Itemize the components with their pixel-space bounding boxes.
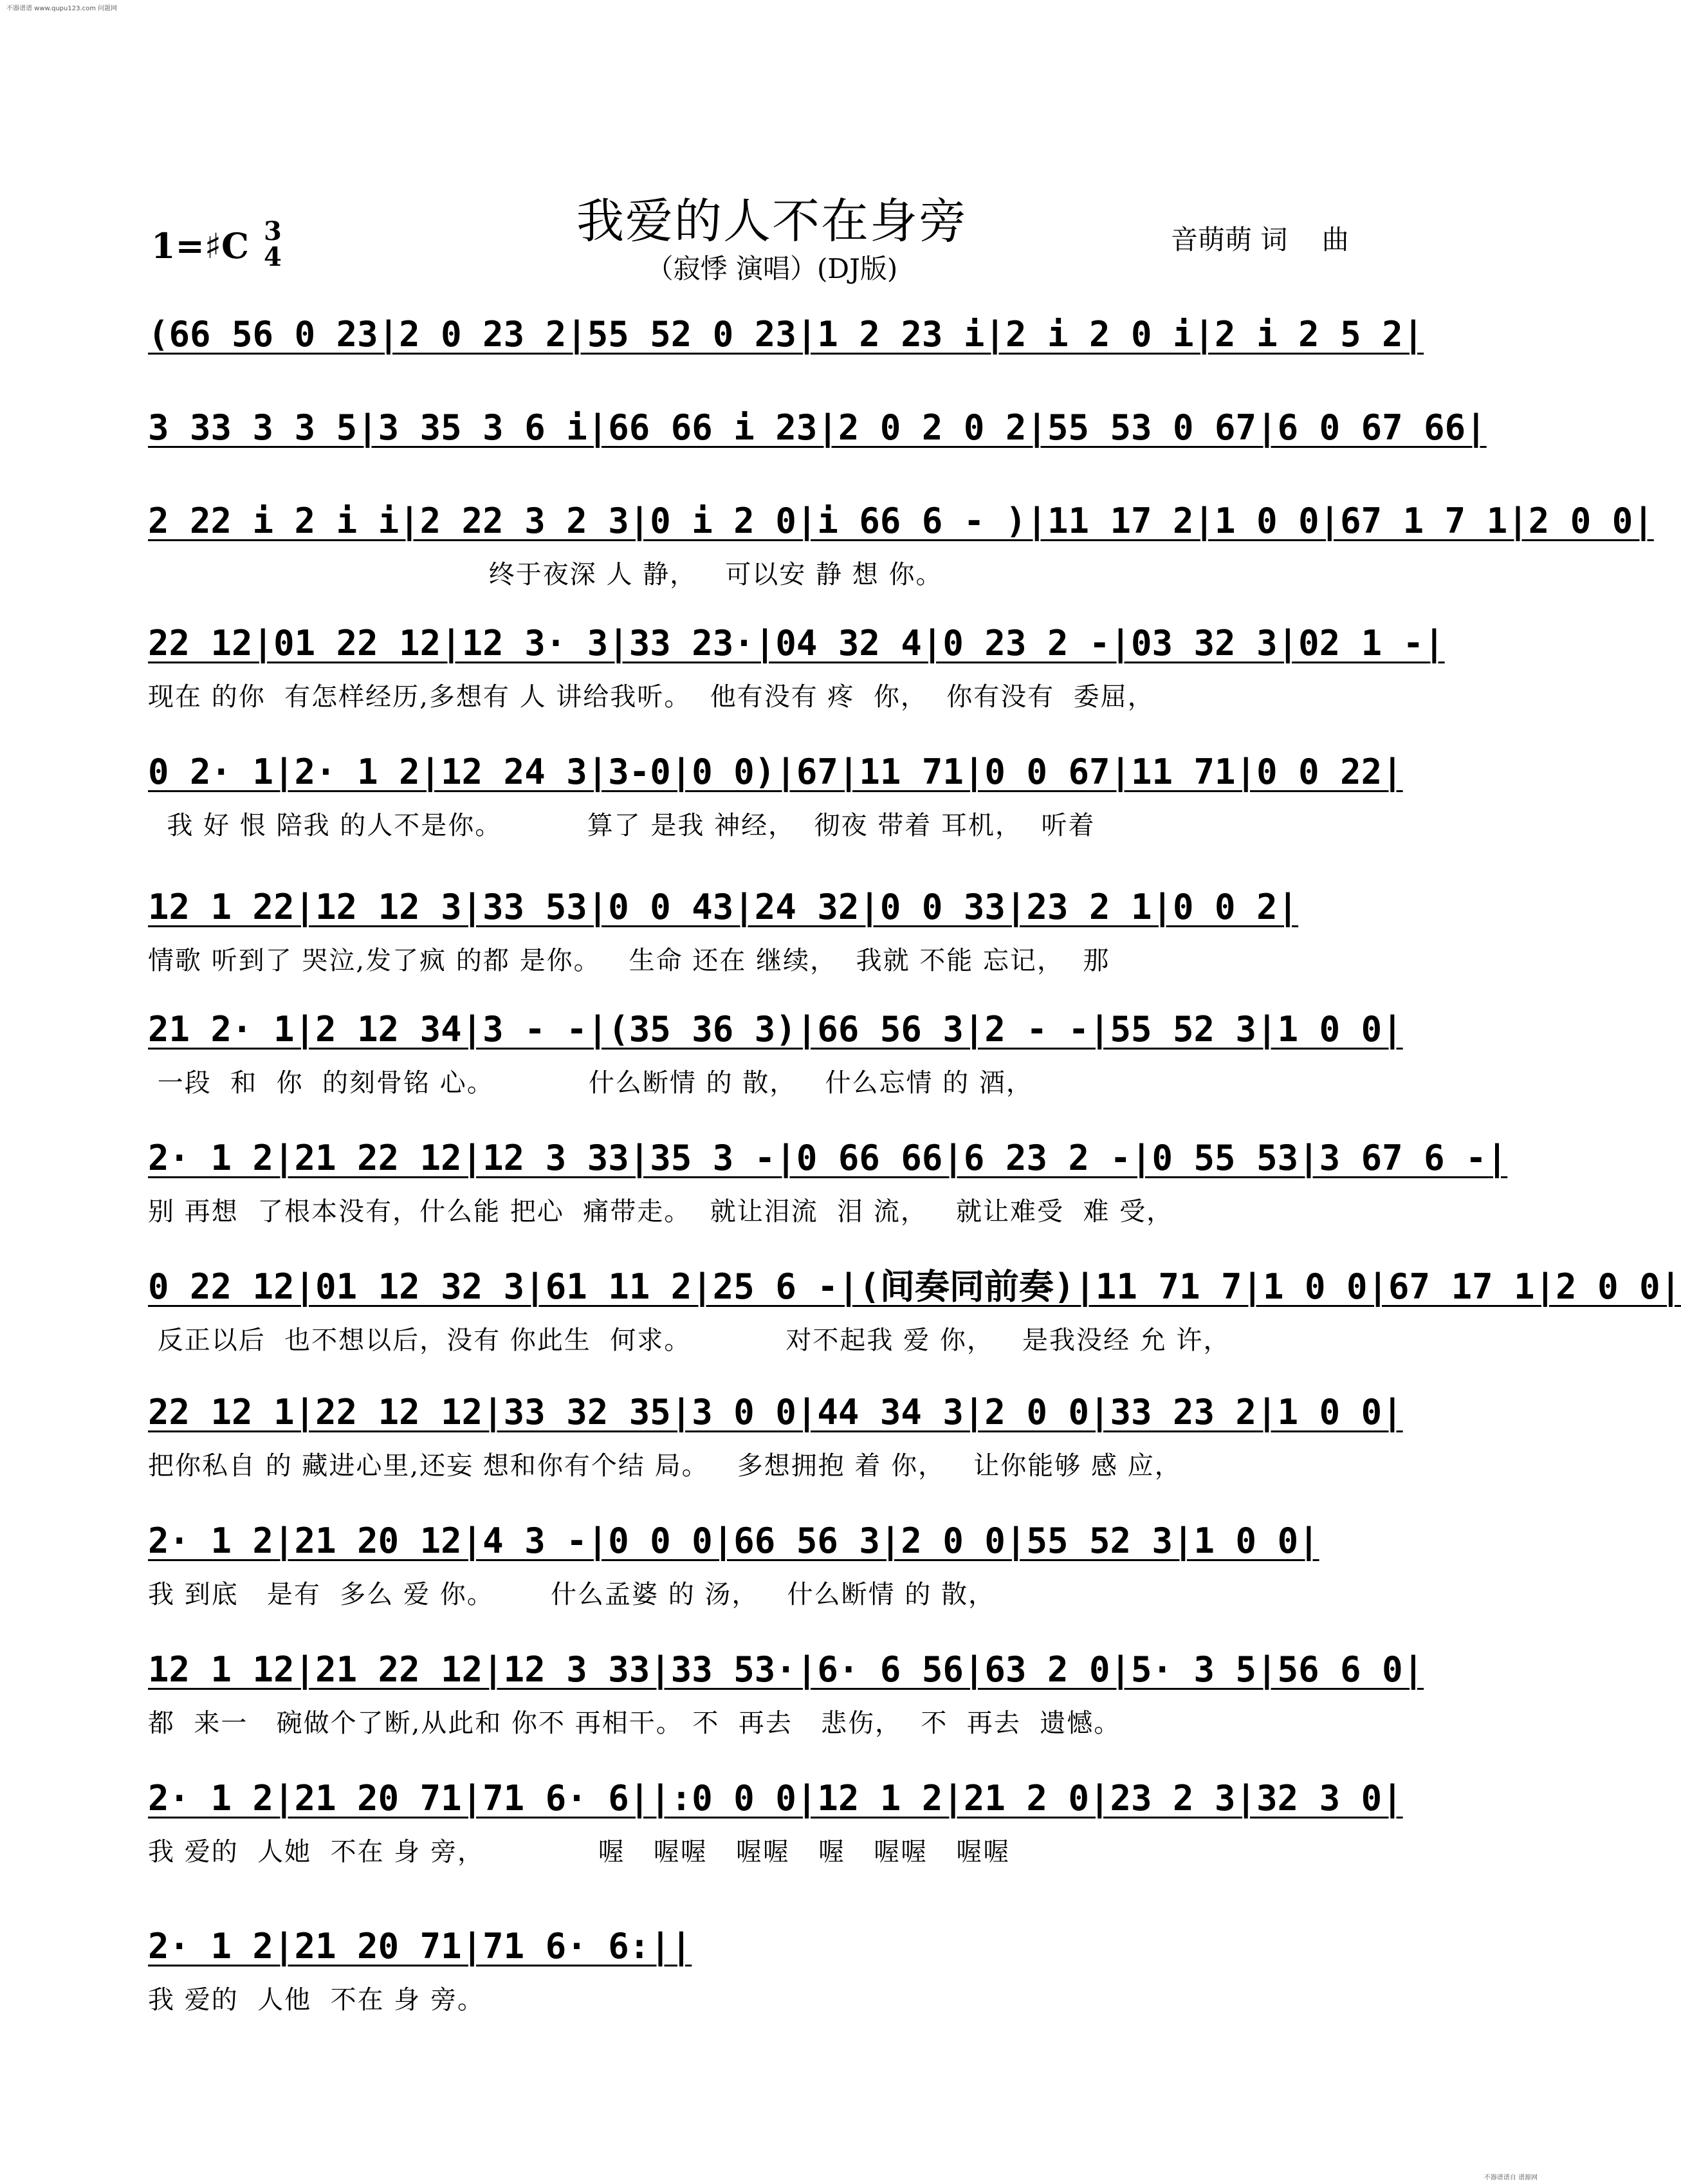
lyrics-line: 把你私自 的 藏进心里,还妄 想和你有个结 局。 多想拥抱 着 你， 让你能够 感 应，: [148, 1451, 1182, 1481]
lyrics-line: 都 来一 碗做个了断,从此和 你不 再相干。 不 再去 悲伤， 不 再去 遗憾。: [148, 1708, 1121, 1738]
score-system-9: [148, 1261, 1681, 1358]
lyrics-line: 一段 和 你 的刻骨铭 心。 什么断情 的 散， 什么忘情 的 酒，: [148, 1068, 1033, 1098]
lyrics-line: 我 爱的 人他 不在 身 旁。: [148, 1985, 485, 2015]
time-signature: [264, 216, 282, 272]
lyrics-line: 我 到底 是有 多么 爱 你。 什么孟婆 的 汤， 什么断情 的 散，: [148, 1580, 996, 1609]
score-system-14: [148, 1921, 1402, 2017]
notation-line: 22 12 1|22 12 12|33 32 35|3 0 0|44 34 3|2 0 0|33 23 2|1 0 0|: [148, 1392, 1403, 1432]
lyrics-line: 终于夜深 人 静， 可以安 静 想 你。: [148, 560, 943, 589]
score-system-13: [148, 1773, 1402, 1869]
score-system-10: [148, 1387, 1402, 1483]
score-system-6: [148, 882, 1402, 978]
notation-line: 2· 1 2|21 20 71|71 6· 6:||: [148, 1926, 692, 1967]
notation-line: 0 2· 1|2· 1 2|12 24 3|3-0|0 0)|67|11 71|0 0 67|11 71|0 0 22|: [148, 752, 1403, 792]
notation-line: 2 22 i 2 i i|2 22 3 2 3|0 i 2 0|i 66 6 - )|11 17 2|1 0 0|67 1 7 1|2 0 0|: [148, 501, 1654, 541]
notation-line: 2· 1 2|21 20 71|71 6· 6||:0 0 0|12 1 2|21 2 0|23 2 3|32 3 0|: [148, 1778, 1403, 1818]
site-watermark-bottom: 不器谱谱自 谱源网: [1484, 2174, 1538, 2181]
time-signature-bottom: 4: [264, 242, 282, 272]
lyrics-line: 反正以后 也不想以后，没有 你此生 何求。 对不起我 爱 你， 是我没经 允 许，: [148, 1326, 1231, 1355]
score-system-2: [148, 402, 1487, 499]
notation-line: 21 2· 1|2 12 34|3 - -|(35 36 3)|66 56 3|2 - -|55 52 3|1 0 0|: [148, 1009, 1403, 1050]
lyrics-line: 我 好 恨 陪我 的人不是你。 算了 是我 神经， 彻夜 带着 耳机， 听着: [148, 811, 1096, 840]
notation-line: 3 33 3 3 5|3 35 3 6 i|66 66 i 23|2 0 2 0 2|55 53 0 67|6 0 67 66|: [148, 407, 1487, 448]
notation-line: 0 22 12|01 12 32 3|61 11 2|25 6 -|(间奏同前奏)|11 71 7|1 0 0|67 17 1|2 0 0|: [148, 1266, 1681, 1307]
score-system-5: [148, 746, 1402, 843]
site-watermark-top: 不器谱谱 www.qupu123.com 问题网: [6, 5, 118, 12]
score-system-3: [148, 495, 1654, 592]
song-subtitle: （寂悸 演唱）(DJ版): [646, 253, 898, 284]
notation-line: 12 1 12|21 22 12|12 3 33|33 53·|6· 6 56|63 2 0|5· 3 5|56 6 0|: [148, 1649, 1424, 1690]
notation-line: (66 56 0 23|2 0 23 2|55 52 0 23|1 2 23 i|2 i 2 0 i|2 i 2 5 2|: [148, 314, 1424, 355]
notation-line: 2· 1 2|21 22 12|12 3 33|35 3 -|0 66 66|6 23 2 -|0 55 53|3 67 6 -|: [148, 1138, 1508, 1178]
lyrics-line: 我 爱的 人她 不在 身 旁， 喔 喔喔 喔喔 喔 喔喔 喔喔: [148, 1837, 1011, 1867]
notation-line: 2· 1 2|21 20 12|4 3 -|0 0 0|66 56 3|2 0 0|55 52 3|1 0 0|: [148, 1521, 1319, 1561]
key-signature: 1=♯C: [151, 225, 249, 266]
notation-line: 22 12|01 22 12|12 3· 3|33 23·|04 32 4|0 23 2 -|03 32 3|02 1 -|: [148, 623, 1445, 663]
song-title: 我爱的人不在身旁: [576, 194, 968, 249]
score-system-4: [148, 618, 1445, 714]
lyrics-line: 情歌 听到了 哭泣,发了疯 的都 是你。 生命 还在 继续， 我就 不能 忘记， 那: [148, 946, 1110, 976]
score-system-7: [148, 1004, 1402, 1100]
score-system-12: [148, 1644, 1424, 1741]
lyrics-line: 别 再想 了根本没有，什么能 把心 痛带走。 就让泪流 泪 流， 就让难受 难 受，: [148, 1197, 1174, 1226]
score-system-1: [148, 309, 1424, 405]
score-system-11: [148, 1515, 1402, 1612]
notation-line: 12 1 22|12 12 3|33 53|0 0 43|24 32|0 0 33|23 2 1|0 0 2|: [148, 887, 1299, 927]
score-system-8: [148, 1133, 1508, 1229]
time-signature-top: 3: [264, 216, 282, 246]
lyrics-line: 现在 的你 有怎样经历,多想有 人 讲给我听。 他有没有 疼 你， 你有没有 委屈，: [148, 682, 1155, 712]
credits: 音萌萌 词 曲: [1171, 224, 1349, 255]
